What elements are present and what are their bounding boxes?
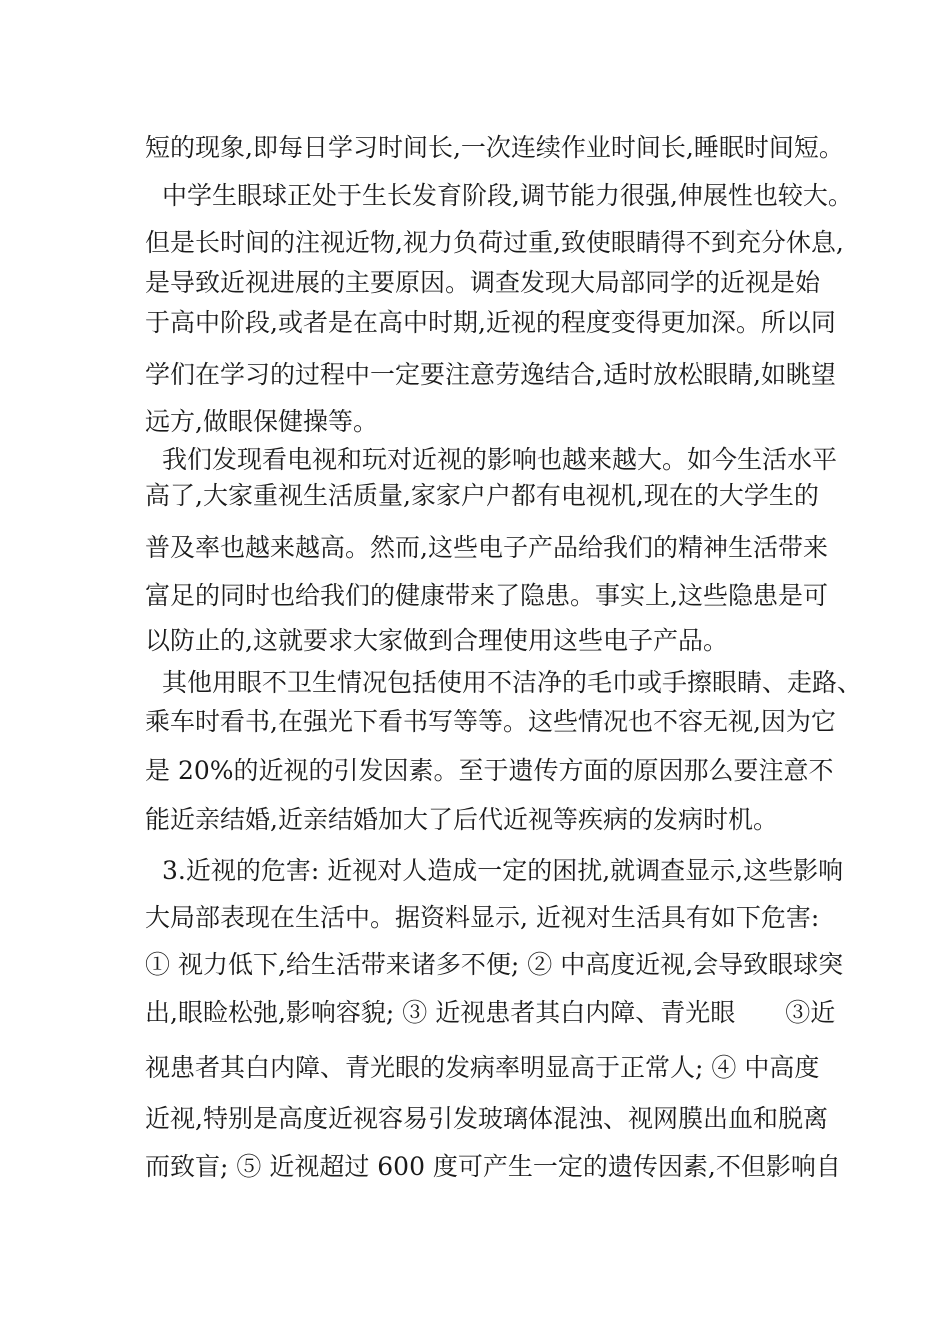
text-line: 短的现象,即每日学习时间长,一次连续作业时间长,睡眠时间短。: [145, 133, 844, 162]
text-line: 出,眼睑松弛,影响容貌; ③ 近视患者其白内障、青光眼 ③近: [145, 998, 836, 1027]
text-line: 富足的同时也给我们的健康带来了隐患。事实上,这些隐患是可: [145, 581, 828, 610]
text-line: 中学生眼球正处于生长发育阶段,调节能力很强,伸展性也较大。: [162, 181, 853, 210]
text-line: 大局部表现在生活中。据资料显示, 近视对生活具有如下危害:: [145, 903, 820, 932]
text-line: 视患者其白内障、青光眼的发病率明显高于正常人; ④ 中高度: [145, 1053, 820, 1082]
text-line: 于高中阶段,或者是在高中时期,近视的程度变得更加深。所以同: [145, 308, 836, 337]
text-line: 但是长时间的注视近物,视力负荷过重,致使眼睛得不到充分休息,: [145, 228, 844, 257]
text-line: 我们发现看电视和玩对近视的影响也越来越大。如今生活水平: [162, 445, 838, 474]
text-line: 其他用眼不卫生情况包括使用不洁净的毛巾或手擦眼睛、走路、: [162, 668, 863, 697]
text-line: 学们在学习的过程中一定要注意劳逸结合,适时放松眼睛,如眺望: [145, 360, 836, 389]
text-line: 乘车时看书,在强光下看书写等等。这些情况也不容无视,因为它: [145, 707, 836, 736]
text-line: 普及率也越来越高。然而,这些电子产品给我们的精神生活带来: [145, 533, 828, 562]
text-line: 而致盲; ⑤ 近视超过 600 度可产生一定的遗传因素,不但影响自: [145, 1152, 841, 1181]
text-line: 是导致近视进展的主要原因。调查发现大局部同学的近视是始: [145, 268, 821, 297]
text-line: ① 视力低下,给生活带来诸多不便; ② 中高度近视,会导致眼球突: [145, 950, 844, 979]
text-line: 是 20%的近视的引发因素。至于遗传方面的原因那么要注意不: [145, 756, 834, 785]
text-line: 以防止的,这就要求大家做到合理使用这些电子产品。: [145, 626, 728, 655]
text-line: 远方,做眼保健操等。: [145, 407, 378, 436]
text-line: 近视,特别是高度近视容易引发玻璃体混浊、视网膜出血和脱离: [145, 1104, 828, 1133]
text-line: 3.近视的危害: 近视对人造成一定的困扰,就调查显示,这些影响: [162, 856, 844, 885]
text-line: 高了,大家重视生活质量,家家户户都有电视机,现在的大学生的: [145, 481, 819, 510]
text-line: 能近亲结婚,近亲结婚加大了后代近视等疾病的发病时机。: [145, 805, 778, 834]
